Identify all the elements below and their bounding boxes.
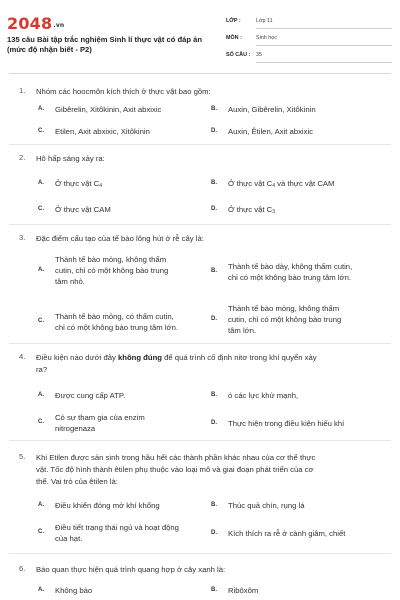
question-number: 2. <box>19 153 26 162</box>
meta-subject: MÔN : Sinh học <box>226 33 392 46</box>
worksheet-page: 2048.vn 135 câu Bài tập trắc nghiệm Sinh lí thực vật có đáp án (mức độ nhận biết - P2) LỚP : Lớp 11 MÔN : Sinh học SỐ CÂU : 35 1. Nhóm các hoocmôn kích thích ở thực vật bao gồm: A. Gibêrelin, Xitôkinin, Axit abxixic B. Auxin, Gibêrelin, Xitôkinin C. Etilen, Axit abxixic, Xitôkinin D. Auxin, Êtilen, Axit abxixic 2. Hô hấp sáng xảy ra: A. Ở thực vật $C_4$ B. Ở thực vật $C_4$ và thực vật CAM C. Ở thực vật CAM D. Ở thực vật $C_3$ 3. Đặc điểm cấu tạo của tế bào lông hút ở rễ cây là: A. Thành tế bào mỏng, không thấm cutin, chỉ có một không bào trung tâm nhỏ. B. Thành tế bào dày, không thấm cutin, chỉ có một không bào trung tâm lớn. C. Thành tế bào mỏng, có thấm cutin, chỉ có một không bào trung tâm lớn. D. Thành tế bào mỏng, không thấm cutin, chỉ có một không bào trung tâm lớn. 4. Điều kiện nào dưới đây không đúng để quá trình cố định nitơ trong khí quyển xảy ra? A. Được cung cấp ATP. B. ó các lực khử mạnh, C. Có sự tham gia của enzim nitrogenaza D. Thực hiện trong điều kiện hiếu khí 5. Khi Etilen được sản sinh trong hầu hết các thành phần khác nhau của cơ thể thực vật. Tốc độ hình thành êtilen phụ thuộc vào loại mô và giai đoạn phát triển của cơ thể. Vai trò của êtilen là: A. Điều khiển đóng mở khí khổng B. Thúc quả chín, rụng lá C. Điều tiết trạng thái ngủ và hoạt động của hạt. D. Kích thích ra rễ ở cành giâm, chiết 6. Bào quan thực hiện quá trình quang hợp ở cây xanh là: A. Không bào B. Ribôxôm <box>0 0 400 600</box>
question-divider <box>9 553 391 554</box>
question-number: 3. <box>19 233 26 242</box>
question-text: Điều kiện nào dưới đây không đúng để quá trình cố định nitơ trong khí quyển xảy ra? <box>36 353 317 374</box>
question-number: 4. <box>19 352 26 361</box>
header-divider <box>9 73 391 74</box>
meta-count: SỐ CÂU : 35 <box>226 50 392 63</box>
document-title: 135 câu Bài tập trắc nghiệm Sinh lí thực vật có đáp án (mức độ nhận biết - P2) <box>7 35 202 54</box>
question-text: Đặc điểm cấu tạo của tế bào lông hút ở rễ cây là: <box>36 234 204 243</box>
question-divider <box>9 224 391 225</box>
question-divider <box>9 144 391 145</box>
question-number: 5. <box>19 452 26 461</box>
meta-class: LỚP : Lớp 11 <box>226 16 392 29</box>
question-number: 6. <box>19 564 26 573</box>
question-text: Nhóm các hoocmôn kích thích ở thực vật bao gồm: <box>36 87 211 96</box>
question-text: Hô hấp sáng xảy ra: <box>36 154 105 163</box>
question-divider <box>9 440 391 441</box>
document-meta <box>226 16 392 67</box>
question-text: Khi Etilen được sản sinh trong hầu hết các thành phần khác nhau của cơ thể thực vật. Tốc độ hình thành êtilen phụ thuộc vào loại mô và giai đoạn phát triển của cơ thể. Vai trò của êtilen là: <box>36 453 316 486</box>
site-logo[interactable]: 2048.vn <box>7 14 65 33</box>
page-header <box>0 0 400 72</box>
question-text: Bào quan thực hiện quá trình quang hợp ở cây xanh là: <box>36 565 226 574</box>
question-number: 1. <box>19 86 26 95</box>
question-divider <box>9 343 391 344</box>
